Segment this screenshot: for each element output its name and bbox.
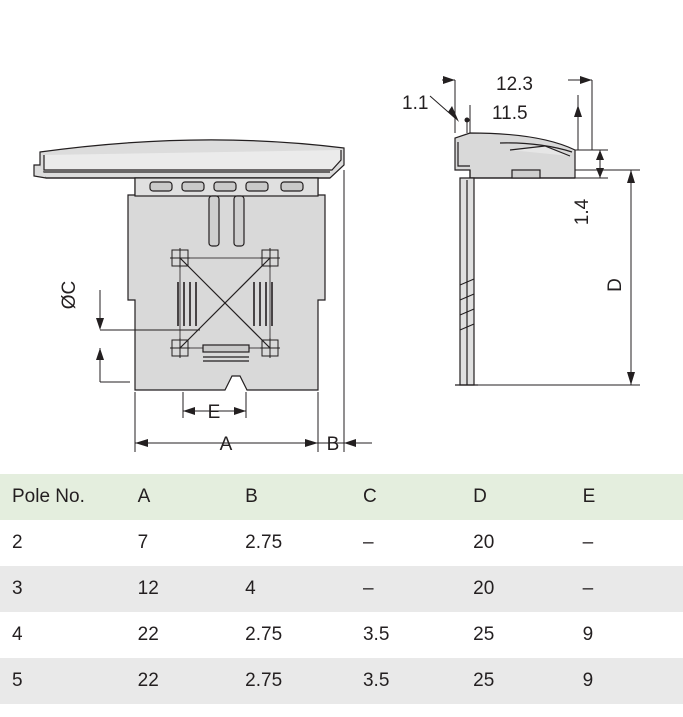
cell-pole-no: 5 [12, 670, 23, 691]
table-row [0, 612, 683, 658]
cell-b: 2.75 [245, 624, 283, 645]
cell-a: 12 [137, 578, 159, 599]
cell-e: 9 [582, 670, 594, 691]
table-header [0, 474, 683, 520]
cell-d: 25 [473, 670, 495, 691]
label-dim-11-5: 11.5 [492, 103, 528, 124]
label-diameter-c: ØC [59, 280, 80, 310]
label-dim-1-1: 1.1 [402, 93, 429, 114]
cell-a: 22 [137, 670, 159, 691]
cell-b: 2.75 [245, 532, 283, 553]
front-view-geometry [34, 140, 344, 390]
cell-pole-no: 2 [12, 532, 23, 553]
column-header-d: D [473, 486, 487, 507]
label-dim-b: B [326, 434, 340, 455]
table-header-row [0, 474, 683, 520]
cell-pole-no: 3 [12, 578, 23, 599]
side-view-geometry [455, 133, 575, 385]
cell-d: 20 [473, 578, 495, 599]
cell-b: 2.75 [245, 670, 283, 691]
label-dim-12-3: 12.3 [496, 74, 533, 95]
table-row [0, 520, 683, 566]
dimensions-table [0, 474, 683, 704]
cell-b: 4 [245, 578, 256, 599]
cell-e: – [582, 532, 594, 553]
cell-c: – [362, 578, 374, 599]
cell-pole-no: 4 [12, 624, 23, 645]
cell-c: 3.5 [362, 624, 390, 645]
cell-a: 7 [137, 532, 149, 553]
cell-c: – [362, 532, 374, 553]
column-header-e: E [582, 486, 596, 507]
table-row [0, 566, 683, 612]
cell-e: 9 [582, 624, 594, 645]
cell-c: 3.5 [362, 670, 390, 691]
cell-d: 25 [473, 624, 495, 645]
label-dim-a: A [219, 434, 233, 455]
label-dim-d: D [605, 278, 626, 292]
column-header-pole-no: Pole No. [12, 486, 85, 507]
table-row [0, 658, 683, 704]
label-dim-e: E [207, 402, 221, 423]
cell-e: – [582, 578, 594, 599]
cell-a: 22 [137, 624, 159, 645]
column-header-c: C [362, 486, 377, 507]
table-body [0, 520, 683, 704]
column-header-a: A [137, 486, 151, 507]
column-header-b: B [245, 486, 258, 507]
label-dim-1-4: 1.4 [572, 198, 593, 226]
cell-d: 20 [473, 532, 495, 553]
